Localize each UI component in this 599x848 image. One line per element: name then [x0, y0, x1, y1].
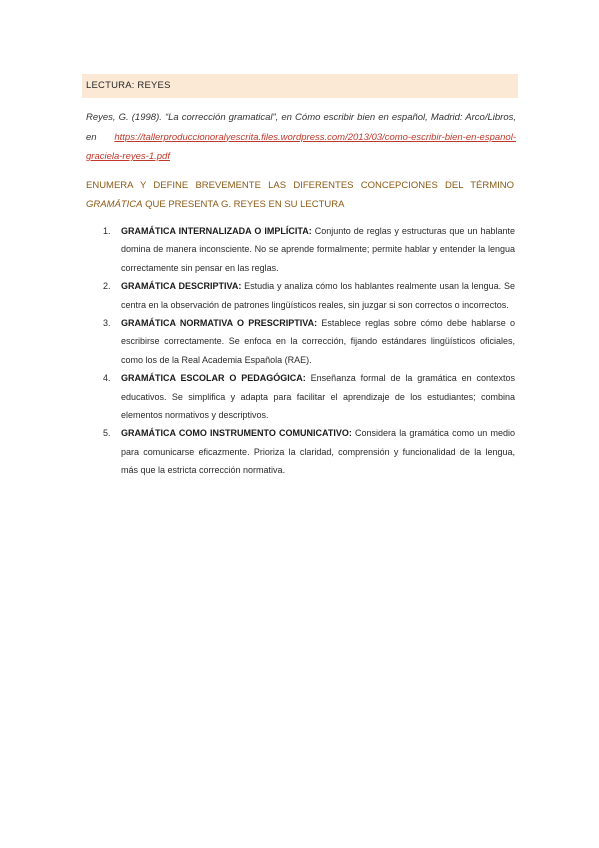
list-item-number: 1. [103, 226, 111, 236]
list-item-number: 4. [103, 373, 111, 384]
citation-text: Reyes, G. (1998). “La corrección gramatical”, en Cómo escribir bien en español, Madrid: Arco/Libros, en [86, 112, 516, 143]
list-item-text: Estudia y analiza cómo los hablantes realmente usan la lengua. Se centra en la observación de patrones lingüísticos reales, sin juzgar si son correctos o incorrectos. [121, 281, 516, 310]
list-item-text: Conjunto de reglas y estructuras que un hablante domina de manera inconsciente. No se aprende formalmente; permite hablar y entender la lengua correctamente sin pensar en las reglas. [121, 226, 515, 273]
prompt-line-1: ENUMERA Y DEFINE BREVEMENTE LAS DIFERENTES CONCEPCIONES DEL TÉRMINO [86, 180, 514, 191]
list-item-term: GRAMÁTICA DESCRIPTIVA: [121, 281, 242, 292]
question-prompt [86, 176, 514, 214]
list-item-term: GRAMÁTICA NORMATIVA O PRESCRIPTIVA: [121, 318, 318, 329]
citation-link[interactable]: https://tallerproduccionoralyescrita.files.wordpress.com/2013/03/como-escribir-bien-en-espanol-graciela-reyes-1.pdf [86, 131, 516, 162]
list-item-text: Establece reglas sobre cómo debe hablarse o escribirse correctamente. Se enfoca en la corrección, fijando estándares lingüísticos oficiales, como los de la Real Academia Española (RAE). [121, 318, 515, 365]
list-item [103, 369, 515, 424]
list-item-term: GRAMÁTICA INTERNALIZADA O IMPLÍCITA: [121, 226, 312, 236]
prompt-line-2: QUE PRESENTA G. REYES EN SU LECTURA [142, 199, 345, 210]
list-item-number: 3. [103, 318, 111, 329]
list-item [103, 314, 515, 369]
list-item [103, 424, 515, 479]
list-item [103, 277, 515, 314]
definitions-list [103, 222, 515, 480]
list-item [103, 222, 515, 277]
list-item-term: GRAMÁTICA COMO INSTRUMENTO COMUNICATIVO: [121, 428, 352, 439]
citation [86, 108, 516, 167]
list-item-number: 2. [103, 281, 111, 292]
reading-title: LECTURA: REYES [86, 80, 171, 91]
list-item-text: Considera la gramática como un medio para comunicarse eficazmente. Prioriza la claridad, comprensión y funcionalidad de la lengua, más que la estricta corrección normativa. [121, 428, 515, 476]
list-item-term: GRAMÁTICA ESCOLAR O PEDAGÓGICA: [121, 373, 306, 384]
list-item-text: Enseñanza formal de la gramática en contextos educativos. Se simplifica y adapta para facilitar el aprendizaje de los estudiantes; combina elementos normativos y descriptivos. [121, 373, 516, 421]
list-item-number: 5. [103, 428, 111, 439]
prompt-italic-term: GRAMÁTICA [86, 199, 143, 210]
